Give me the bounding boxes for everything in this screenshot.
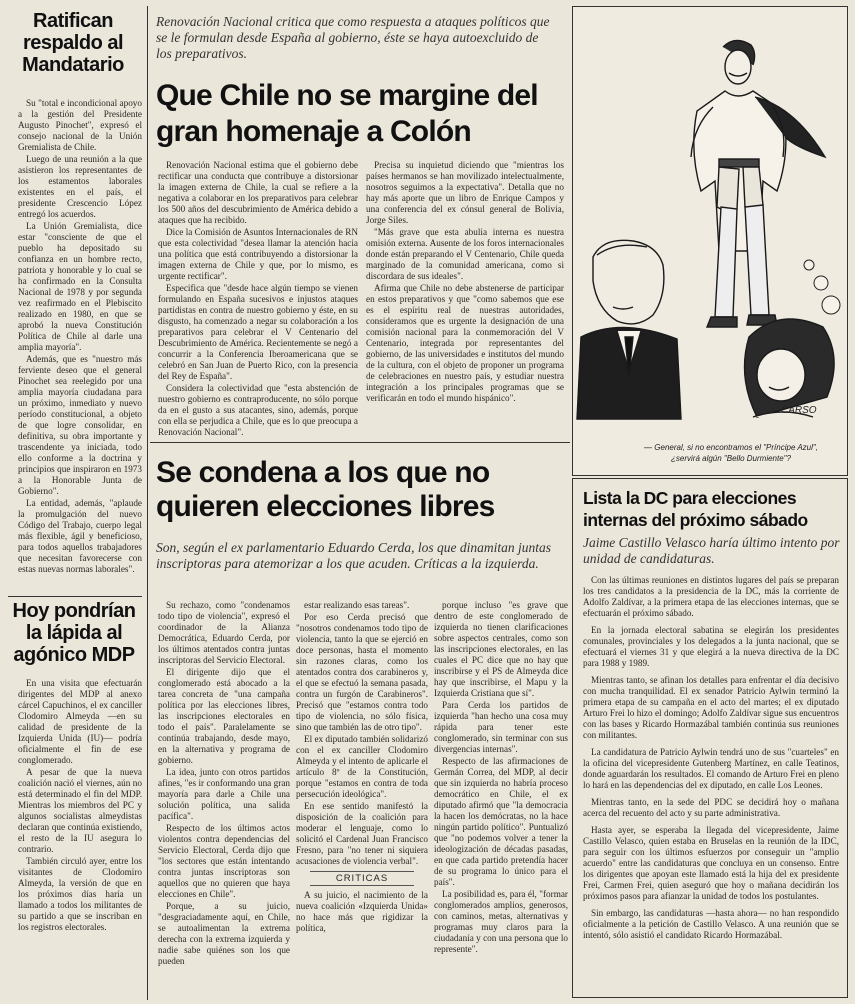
paragraph: estar realizando esas tareas". <box>304 600 410 610</box>
paragraph: En una visita que efectuarán dirigentes del MDP al anexo cárcel Capuchinos, el ex canciller Clodomiro Almeyda —en su calidad de presidente de la Izquierda Unida (IU)— podría oficialmente el fin de ese conglomerado. <box>18 678 142 765</box>
headline-ratifican: Ratifican respaldo al Mandatario <box>22 10 124 76</box>
colon-column-2 <box>366 160 564 432</box>
left-column <box>4 6 142 1000</box>
paragraph: A pesar de que la nueva coalición nació el viernes, aún no está determinado el fin del MDP. Mientras los miembros del PC y algunos socialistas almeydistas declaran que continúa existiendo, el resto de la IU asegura lo contrario. <box>18 767 142 854</box>
dc-body <box>583 575 839 995</box>
colon-column-1 <box>158 160 358 437</box>
thought-bubbles <box>804 260 840 314</box>
paragraph: También circuló ayer, entre los visitantes de Clodomiro Almeyda, la versión de que en los próximos días haría un llamado a todos los militantes de su partido a que se inscriban en los registros electorales. <box>18 856 142 932</box>
paragraph: El dirigente dijo que el conglomerado está abocado a la tarea concreta de "una campaña política por las elecciones libres, las inscripciones electorales en todo el país". Paralelamente se continúa trabajando, desde mayo, en la alternativa y programa de gobierno. <box>158 667 290 765</box>
article-ratifican-body <box>18 98 142 574</box>
paragraph: La idea, junto con otros partidos afines, "es ir conformando una gran mayoría para darle a Chile una solución política, una salida pacífica". <box>158 767 290 821</box>
paragraph: Para Cerda los partidos de izquierda "han hecho una cosa muy rápida para tener este conglomerado, sin terminar con sus divergencias internas". <box>434 700 568 754</box>
subhead-criticas: CRITICAS <box>310 871 414 886</box>
dc-article-box <box>572 478 848 998</box>
paragraph: Porque, a su juicio, "desgraciadamente aquí, en Chile, se autoalimentan la extrema derecha con la extrema izquierda y nadie sabe quiénes son los que pueden <box>158 901 290 966</box>
cartoon-frame <box>572 6 848 476</box>
paragraph: Mientras tanto, se afinan los detalles para enfrentar el día decisivo con mucha tranquilidad. El ex senador Patricio Aylwin terminó la primera etapa de su campaña en el acto del martes; el ex diputado Arturo Frei lo hizo el domingo; Adolfo Zaldívar sigue sus encuentros con las bases y Ricardo Hormazábal también continúa sus reuniones con militantes. <box>583 675 839 740</box>
paragraph: La posibilidad es, para él, "formar conglomerados amplios, generosos, con caminos, metas, alternativas y programas muy claros para la ciudadanía y con una persona que lo represente". <box>434 889 568 954</box>
paragraph: Su rechazo, como "condenamos todo tipo de violencia", expresó el coordinador de la Alianza Democrática, Eduardo Cerda, por los últimos atentados contra juntas inscriptoras del Servicio Electoral. <box>158 600 290 665</box>
headline-dc: Lista la DC para elecciones internas del próximo sábado <box>583 488 808 530</box>
paragraph: Con las últimas reuniones en distintos lugares del país se preparan los tres candidatos a la presidencia de la DC, más la corriente de Adolfo Zaldívar, a la primera etapa de las elecciones internas, que se efectuarán el próximo sábado. <box>583 575 839 618</box>
prince-figure <box>691 40 825 327</box>
lady-figure <box>745 319 835 417</box>
paragraph: Precisa su inquietud diciendo que "mientras los países hermanos se han movilizado intelectualmente, nosotros seguimos a la expectativa". Detalla que no hay más aporte que un libro de Enrique Campos y una conferencia del ex cónsul general de Bolivia, Jorge Siles. <box>366 160 564 225</box>
general-figure <box>577 240 681 419</box>
section-divider <box>150 442 570 443</box>
cartoon-illustration <box>573 7 847 417</box>
headline-condena: Se condena a los que no quieren elecciones libres <box>156 456 495 523</box>
paragraph: Su "total e incondicional apoyo a la gestión del Presidente Augusto Pinochet", expresó el consejo nacional de la Unión Gremialista de Chile. <box>18 98 142 152</box>
paragraph: Especifica que "desde hace algún tiempo se vienen formulando en España sucesivos e injustos ataques partidistas en contra de nuestro gobierno y éste, en su disgusto, ha comenzado a negar su colaboración a los preparativos para celebrar el V Centenario del Descubrimiento de América. Recientemente se negó a concurrir a la Conferencia Iberoamericana que se celebró en San Juan de Puerto Rico, con la presencia del Rey de España". <box>158 283 358 381</box>
condena-deck: Son, según el ex parlamentario Eduardo Cerda, los que dinamitan juntas inscriptoras para atemorizar a los que acuden. Críticas a la izquierda. <box>156 540 551 571</box>
condena-column-3 <box>434 600 568 1000</box>
paragraph: Además, que es "nuestro más ferviente deseo que el general Pinochet sea reelegido por una amplia mayoría ciudadana para un próximo, inmediato y nuevo período constitucional, a objeto de que logre consolidar, en definitiva, su obra importante y trascendente ya iniciada, todo ello conforme a la doctrina y principios que inspiraron en 1973 a la Honorable Junta de Gobierno". <box>18 354 142 496</box>
paragraph: Respecto de los últimos actos violentos contra dependencias del Servicio Electoral, Cerda dijo que "los sectores que están intentando contra juntas inscriptoras son aquellos que no quieren que haya elecciones en Chile". <box>158 823 290 899</box>
paragraph: La Unión Gremialista, dice estar "consciente de que el pueblo ha depositado su confianza en un hombre recto, patriota y honorable y lo cual se ha confirmado en la Consulta Nacional de 1978 y por segunda vez reafirmado en el Plebiscito realizado en 1980, en que se aprobó la nueva Constitución Política de Chile al darle una amplia mayoría". <box>18 221 142 352</box>
paragraph: Hasta ayer, se esperaba la llegada del vicepresidente, Jaime Castillo Velasco, quien estaba en Bruselas en la reunión de la IDC, para seguir con los últimos esfuerzos por conseguir un "amplio acuerdo" entre las candidaturas que concluya en un consenso. Entre los dirigentes que apoyan este llamado está la hija del ex presidente Frei, Carmen Frei, quien aseguró que hoy o mañana decidirán los próximos pasos para afianzar la unidad de todos los postulantes. <box>583 825 839 901</box>
cartoon-caption-line1: — General, si no encontramos el "Príncipe Azul", <box>644 443 818 452</box>
cartoon-signature: CARSO <box>781 405 817 416</box>
paragraph: Dice la Comisión de Asuntos Internacionales de RN que esta colectividad "desea llamar la atención hacia una política que está contribuyendo a distorsionar la imagen externa de Chile y que, por lo mismo, es urgente rectificar". <box>158 227 358 281</box>
paragraph: Considera la colectividad que "esta abstención de nuestro gobierno es contraproducente, no sólo porque da en el gusto a sus atacantes, sino, además, porque con ella se perjudica a Chile, que es lo que preocupa a Renovación Nacional". <box>158 383 358 437</box>
paragraph: En la jornada electoral sabatina se elegirán los presidentes comunales, provinciales y los delegados a la junta nacional, que se efectuará el viernes 31 y que elegirá a la nueva directiva de la DC para 1988 y 1989. <box>583 625 839 668</box>
dc-deck: Jaime Castillo Velasco haría último intento por unidad de candidaturas. <box>583 535 840 566</box>
paragraph: Por eso Cerda precisó que "nosotros condenamos todo tipo de violencia, tanto la que se ejerció en doce personas, hasta el momento sin razones claras, como los atentados contra dos carabineros y, el que se efectuó la semana pasada, contra un furgón de Carabineros". Precisó que "estamos contra todo tipo de violencia, no sólo física, sino que también las de otro tipo". <box>296 612 428 732</box>
paragraph: Respecto de las afirmaciones de Germán Correa, del MDP, al decir que sin izquierda no habría proceso democrático en Chile, el ex diputado afirmó que "la democracia la hacen los demócratas, no la hace ningún partido político". Puntualizó que "no podemos volver a tener la ideologización de décadas pasadas, en que cada partido pretendía hacer de su programa lo único para el país". <box>434 756 568 887</box>
paragraph: La entidad, además, "aplaude la promulgación del nuevo Código del Trabajo, cuerpo legal más flexible, ágil y beneficioso, para todos aquellos trabajadores que necesitan favorecerse con estas nuevas normas laborales". <box>18 498 142 574</box>
section-divider <box>8 596 142 597</box>
paragraph: Sin embargo, las candidaturas —hasta ahora— no han respondido oficialmente a la petición de Castillo Velasco. A una reunión que se intentó, sólo asistió el candidato Ricardo Hormazábal. <box>583 908 839 940</box>
article-mdp-body <box>18 678 142 998</box>
paragraph: Luego de una reunión a la que asistieron los representantes de los estamentos laborales existentes en el país, el presidente Crescencio López entregó los acuerdos. <box>18 154 142 219</box>
paragraph: porque incluso "es grave que dentro de este conglomerado de izquierda no tienen clarificaciones sobre aspectos centrales, como son las inscripciones electorales, en las cuales el PC dice que no hay que inscribirse y el PS de Almeyda dice hay que inscribirse, el Mapu y la Izquierda Cristiana que sí". <box>434 600 568 698</box>
condena-column-2 <box>296 600 428 1000</box>
paragraph: En ese sentido manifestó la disposición de la coalición para moderar el lenguaje, como lo solicitó el Cardenal Juan Francisco Fresno, para "no tener ni siquiera acusaciones de violencia verbal". <box>296 801 428 866</box>
paragraph: Mientras tanto, en la sede del PDC se decidirá hoy o mañana acerca del recuento del acto y su parte administrativa. <box>583 797 839 818</box>
paragraph: Renovación Nacional estima que el gobierno debe rectificar una conducta que contribuye a distorsionar la imagen externa de Chile, la cual se refiere a la negativa a colaborar en los preparativos para celebrar los 500 años del descubrimiento de América debido a ataques que ha recibido. <box>158 160 358 225</box>
headline-colon: Que Chile no se margine del gran homenaje a Colón <box>156 79 538 148</box>
paragraph: El ex diputado también solidarizó con el ex canciller Clodomiro Almeyda y el intento de aplicarle el artículo 8º de la Constitución, porque "estamos en contra de toda persecución ideológica". <box>296 734 428 799</box>
condena-column-1 <box>158 600 290 1000</box>
colon-deck: Renovación Nacional critica que como respuesta a ataques políticos que se le formulan desde España al gobierno, éste se haya autoexcluido de los preparativos. <box>156 14 550 61</box>
column-rule <box>147 6 148 1000</box>
headline-mdp: Hoy pondrían la lápida al agónico MDP <box>12 600 136 666</box>
paragraph: "Más grave que esta abulia interna es nuestra omisión externa. Ausente de los foros internacionales donde están preparando el V Centenario, Chile queda marginado de la comunidad americana, como si discordara de sus ideales". <box>366 227 564 281</box>
paragraph: La candidatura de Patricio Aylwin tendrá uno de sus "cuarteles" en la oficina del vicepresidente Gutenberg Martínez, en calle Teatinos, donde aguardarán los resultados. El comando de Arturo Frei en pleno lo hará en las dependencias del ex diputado, en calle Los Leones. <box>583 747 839 790</box>
paragraph: Afirma que Chile no debe abstenerse de participar en estos preparativos y que "como sabemos que ese es el espíritu real de nuestras autoridades, consideramos que es urgente la designación de una comisión nacional para la conmemoración del V Centenario, integrada por representantes del gobierno, de las universidades e institutos del mundo de la cultura, con el objeto de proponer un programa de celebraciones en nuestro país, y estudiar nuestra integración a los principales programas que se verificarán en todo el mundo hispánico". <box>366 283 564 403</box>
cartoon-caption-line2: ¿servirá algún "Bello Durmiente"? <box>671 454 791 463</box>
paragraph: A su juicio, el nacimiento de la nueva coalición «Izquierda Unida» no hace más que rigidizar la política, <box>296 890 428 933</box>
